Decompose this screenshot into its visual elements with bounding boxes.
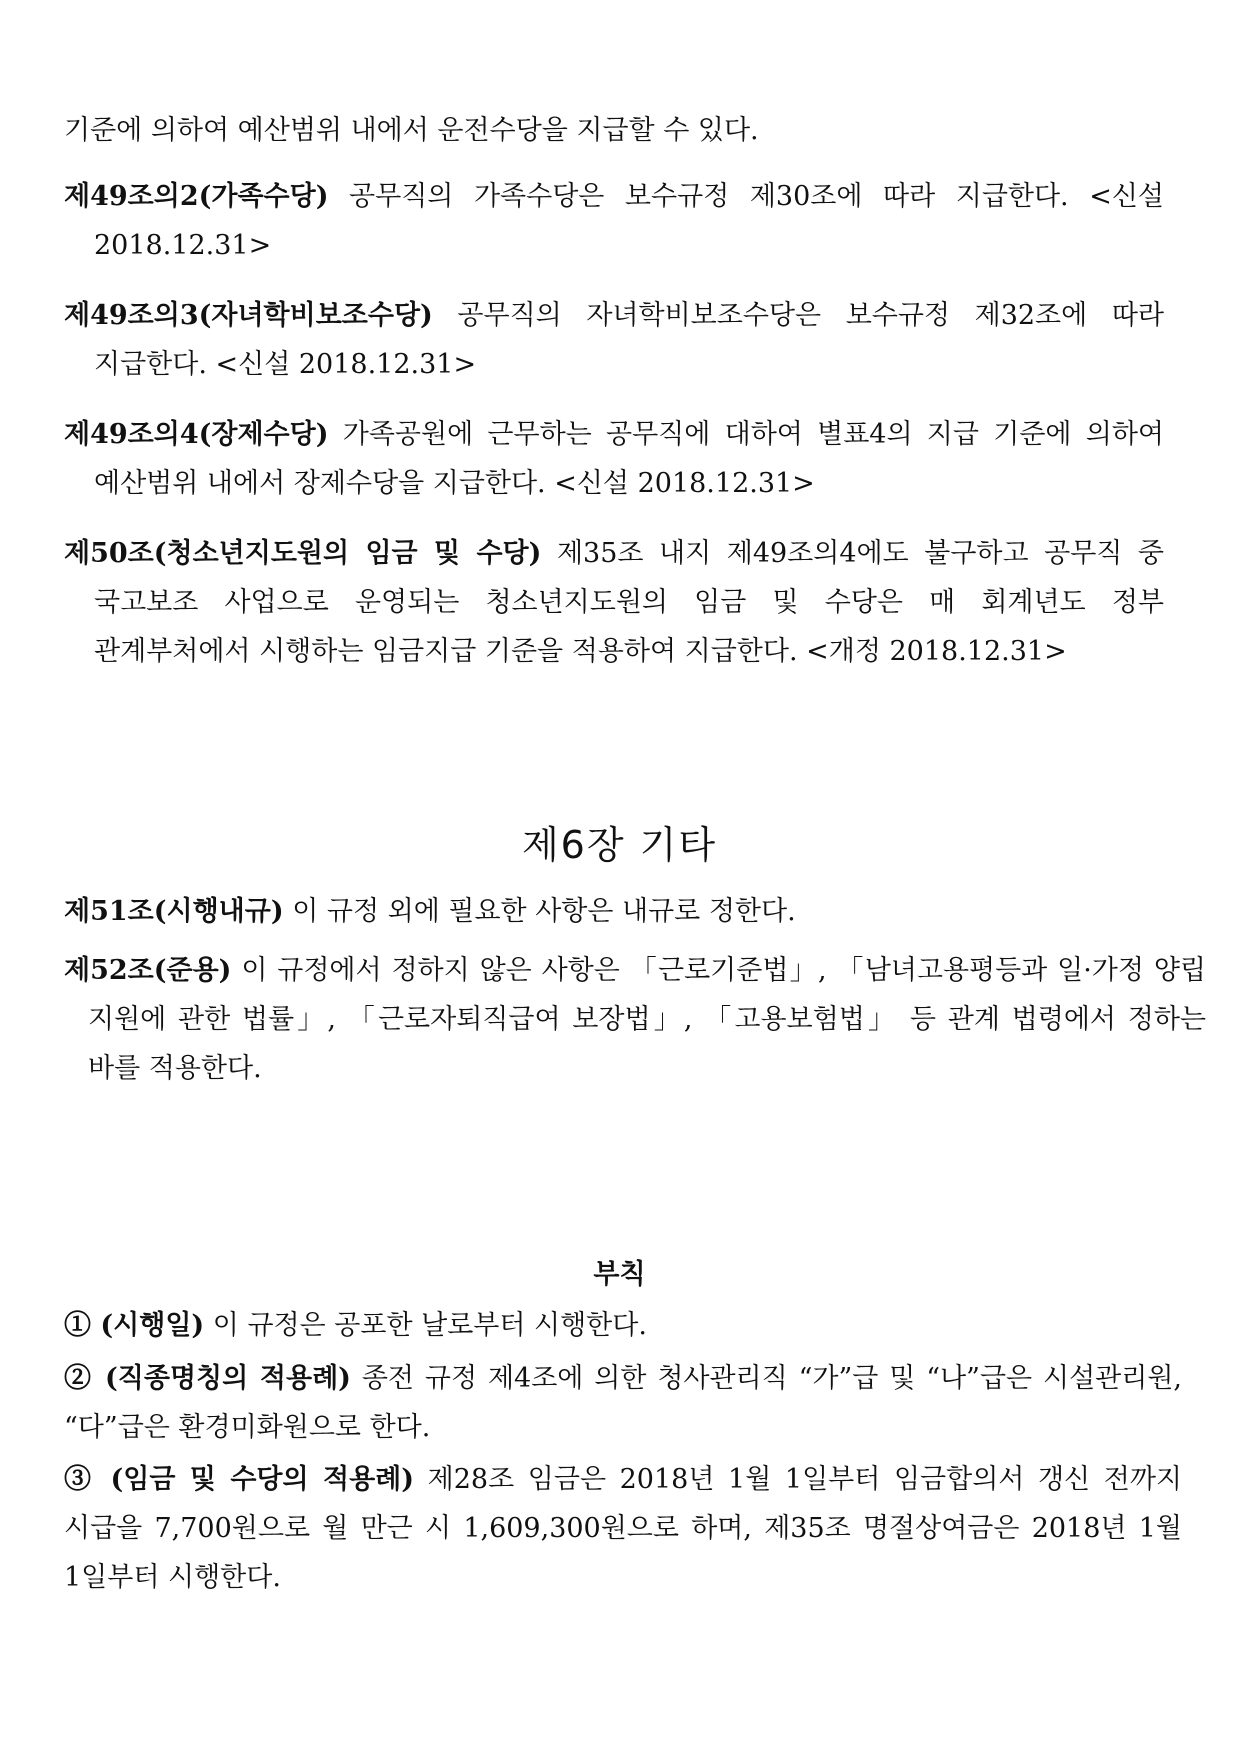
article-51	[64, 887, 1206, 936]
chapter-6-title: 제6장 기타	[521, 823, 718, 867]
supplementary-body: 종전 규정 제4조에 의한 청사관리직 “가”급 및 “나”급은 시설관리원, “다”급은 환경미화원으로 한다.	[64, 1363, 1182, 1443]
continuation-text: 기준에 의하여 예산범위 내에서 운전수당을 지급할 수 있다.	[64, 115, 759, 146]
supplementary-heading: ③ (임금 및 수당의 적용례)	[64, 1464, 415, 1495]
article-49-3	[64, 291, 1164, 389]
previous-article-continuation	[64, 106, 1164, 155]
article-heading: 제49조의2(가족수당)	[64, 181, 329, 212]
article-50	[64, 529, 1164, 676]
article-body: 이 규정 외에 필요한 사항은 내규로 정한다.	[283, 896, 796, 927]
article-49-4	[64, 410, 1164, 508]
supplementary-item-1	[64, 1301, 1182, 1350]
supplementary-heading: ① (시행일)	[64, 1310, 205, 1341]
article-body: 공무직의 가족수당은 보수규정 제30조에 따라 지급한다. <신설 2018.12.31>	[94, 181, 1164, 261]
article-heading: 제49조의3(자녀학비보조수당)	[64, 300, 433, 331]
article-body: 제35조 내지 제49조의4에도 불구하고 공무직 중 국고보조 사업으로 운영되는 청소년지도원의 임금 및 수당은 매 회계년도 정부 관계부처에서 시행하는 임금지급 기준을 적용하여 지급한다. <개정 2018.12.31>	[94, 538, 1164, 667]
supplementary-heading: ② (직종명칭의 적용례)	[64, 1363, 351, 1394]
supplementary-body: 제28조 임금은 2018년 1월 1일부터 임금합의서 갱신 전까지 시급을 7,700원으로 월 만근 시 1,609,300원으로 하며, 제35조 명절상여금은 2018년 1월 1일부터 시행한다.	[64, 1464, 1182, 1593]
article-heading: 제49조의4(장제수당)	[64, 419, 329, 450]
article-heading: 제52조(준용)	[64, 955, 232, 986]
article-body: 가족공원에 근무하는 공무직에 대하여 별표4의 지급 기준에 의하여 예산범위 내에서 장제수당을 지급한다. <신설 2018.12.31>	[94, 419, 1164, 499]
supplementary-item-3	[64, 1455, 1182, 1602]
article-heading: 제50조(청소년지도원의 임금 및 수당)	[64, 538, 542, 569]
article-heading: 제51조(시행내규)	[64, 896, 284, 927]
supplementary-item-2	[64, 1354, 1182, 1452]
article-body: 공무직의 자녀학비보조수당은 보수규정 제32조에 따라 지급한다. <신설 2018.12.31>	[94, 300, 1164, 380]
supplementary-body: 이 규정은 공포한 날로부터 시행한다.	[204, 1310, 647, 1341]
supplementary-provisions-title: 부칙	[593, 1259, 646, 1290]
article-52	[64, 946, 1206, 1093]
article-body: 이 규정에서 정하지 않은 사항은 「근로기준법」, 「남녀고용평등과 일·가정 양립 지원에 관한 법률」, 「근로자퇴직급여 보장법」, 「고용보험법」 등 관계 법령에서 정하는 바를 적용한다.	[88, 955, 1206, 1084]
article-49-2	[64, 172, 1164, 270]
